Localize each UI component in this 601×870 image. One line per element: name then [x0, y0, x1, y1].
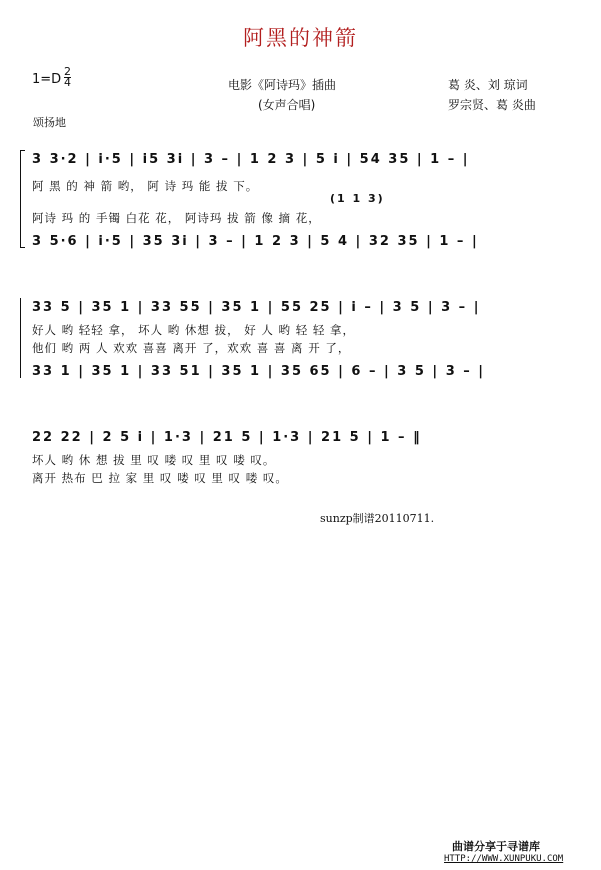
- key-signature: [32, 72, 61, 87]
- system-1-lyric-1: 阿 黑 的 神 箭 哟， 阿 诗 玛 能 拔 下。: [32, 179, 259, 193]
- system-3-lyric-1: 坏人 哟 休 想 拔 里 叹 喽 叹 里 叹 喽 叹。: [32, 453, 276, 467]
- time-top: 2: [64, 65, 71, 78]
- system-1-alt-notes: (1 1 3): [330, 192, 385, 205]
- time-signature: [64, 67, 71, 88]
- system-1-upper-notes: 3 3·2 | i·5 | i5 3i | 3 – | 1 2 3 | 5 i | 54 35 | 1 – |: [32, 152, 470, 167]
- key-label: 1=D: [32, 72, 62, 87]
- tempo-mark: 颂扬地: [33, 116, 66, 129]
- system-2-lyric-1: 好人 哟 轻轻 拿， 坏人 哟 休想 拔， 好 人 哟 轻 轻 拿，: [32, 323, 356, 337]
- chorus-note: (女声合唱): [258, 98, 316, 112]
- footer-site-url[interactable]: HTTP://WWW.XUNPUKU.COM: [444, 854, 564, 864]
- subtitle: 电影《阿诗玛》插曲: [228, 78, 337, 92]
- system-2-lower-notes: 33 1 | 35 1 | 33 51 | 35 1 | 35 65 | 6 – | 3 5 | 3 – |: [32, 364, 486, 379]
- system-3-notes: 22 22 | 2 5 i | 1·3 | 21 5 | 1·3 | 21 5 | 1 – ‖: [32, 430, 422, 445]
- song-title: 阿黑的神箭: [243, 26, 358, 50]
- transcriber-credit: sunzp制谱20110711.: [320, 512, 435, 525]
- system-1-brace: [20, 150, 25, 248]
- system-2-bracket: [20, 298, 21, 378]
- system-2-upper-notes: 33 5 | 35 1 | 33 55 | 35 1 | 55 25 | i – | 3 5 | 3 – |: [32, 300, 481, 315]
- lyricist: 葛 炎、刘 琼词: [448, 78, 528, 92]
- system-1-lyric-2: 阿诗 玛 的 手镯 白花 花， 阿诗玛 拔 箭 像 摘 花，: [32, 211, 321, 225]
- system-1-lower-notes: 3 5·6 | i·5 | 35 3i | 3 – | 1 2 3 | 5 4 | 32 35 | 1 – |: [32, 234, 479, 249]
- system-3-lyric-2: 离开 热布 巴 拉 家 里 叹 喽 叹 里 叹 喽 叹。: [32, 471, 288, 485]
- time-bottom: 4: [64, 76, 71, 89]
- footer-site-name: 曲谱分享于寻谱库: [452, 840, 540, 853]
- system-2-lyric-2: 他们 哟 两 人 欢欢 喜喜 离开 了，欢欢 喜 喜 离 开 了，: [32, 341, 351, 355]
- composer: 罗宗贤、葛 炎曲: [448, 98, 536, 112]
